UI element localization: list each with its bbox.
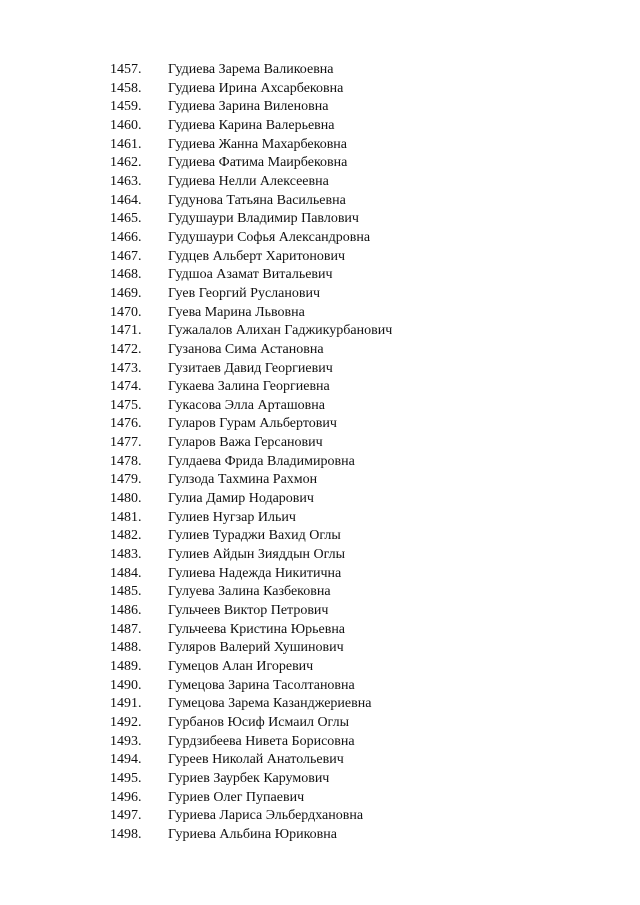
list-item	[0, 677, 640, 696]
numbered-name-list	[0, 61, 640, 845]
item-number: 1475.	[110, 397, 142, 413]
item-number: 1468.	[110, 267, 142, 283]
person-name: Гумецов Алан Игоревич	[168, 659, 314, 674]
person-name: Гумецова Зарема Казанджериевна	[168, 696, 372, 712]
person-name: Гудунова Татьяна Васильевна	[168, 192, 346, 208]
person-name: Гуриева Лариса Эльбердхановна	[168, 808, 364, 824]
item-number: 1495.	[110, 770, 142, 786]
person-name: Гуларов Важа Герсанович	[168, 435, 323, 451]
item-number: 1471.	[110, 323, 142, 339]
item-number: 1493.	[110, 733, 142, 749]
list-item	[0, 136, 640, 155]
item-number: 1494.	[110, 752, 142, 768]
list-item	[0, 471, 640, 490]
item-number: 1498.	[110, 826, 142, 842]
person-name: Гудиева Жанна Махарбековна	[168, 136, 348, 152]
person-name: Гуларов Гурам Альбертович	[168, 416, 337, 432]
item-number: 1469.	[110, 285, 142, 301]
item-number: 1488.	[110, 640, 142, 656]
list-item	[0, 229, 640, 248]
item-number: 1481.	[110, 509, 142, 525]
item-number: 1479.	[110, 472, 142, 488]
list-item	[0, 453, 640, 472]
item-number: 1458.	[110, 80, 142, 96]
item-number: 1478.	[110, 453, 142, 469]
person-name: Гуева Марина Львовна	[168, 304, 305, 320]
list-item	[0, 266, 640, 285]
person-name: Гужалалов Алихан Гаджикурбанович	[168, 323, 393, 339]
person-name: Гузанова Сима Астановна	[168, 341, 324, 357]
item-number: 1463.	[110, 173, 142, 189]
person-name: Гудиева Ирина Ахсарбековна	[168, 80, 344, 96]
list-item	[0, 509, 640, 528]
list-item	[0, 490, 640, 509]
list-item	[0, 304, 640, 323]
list-item	[0, 61, 640, 80]
item-number: 1472.	[110, 341, 142, 357]
person-name: Гуриева Альбина Юриковна	[168, 826, 337, 842]
person-name: Гумецова Зарина Тасолтановна	[168, 677, 355, 693]
person-name: Гуреев Николай Анатольевич	[168, 752, 344, 768]
item-number: 1473.	[110, 360, 142, 376]
list-item	[0, 714, 640, 733]
list-item	[0, 583, 640, 602]
person-name: Гулиева Надежда Никитична	[168, 565, 342, 581]
list-item	[0, 826, 640, 845]
list-item	[0, 285, 640, 304]
item-number: 1496.	[110, 789, 142, 805]
person-name: Гудушаури Софья Александровна	[168, 229, 371, 245]
list-item	[0, 733, 640, 752]
item-number: 1489.	[110, 659, 142, 674]
list-item	[0, 378, 640, 397]
person-name: Гудиева Зарина Виленовна	[168, 99, 329, 115]
list-item	[0, 546, 640, 565]
list-item	[0, 154, 640, 173]
item-number: 1467.	[110, 248, 142, 264]
list-item	[0, 210, 640, 229]
item-number: 1485.	[110, 584, 142, 600]
item-number: 1491.	[110, 696, 142, 712]
person-name: Гулиа Дамир Нодарович	[168, 491, 314, 507]
person-name: Гулуева Залина Казбековна	[168, 584, 331, 600]
list-item	[0, 695, 640, 714]
item-number: 1464.	[110, 192, 142, 208]
item-number: 1460.	[110, 117, 142, 133]
item-number: 1461.	[110, 136, 142, 152]
person-name: Гукасова Элла Арташовна	[168, 397, 325, 413]
person-name: Гудиева Фатима Маирбековна	[168, 155, 348, 171]
person-name: Гулиев Тураджи Вахид Оглы	[168, 528, 341, 544]
item-number: 1477.	[110, 435, 142, 451]
item-number: 1486.	[110, 603, 142, 619]
list-item	[0, 117, 640, 136]
item-number: 1480.	[110, 491, 142, 507]
person-name: Гурбанов Юсиф Исмаил Оглы	[168, 714, 349, 730]
person-name: Гулиев Нугзар Ильич	[168, 509, 296, 525]
item-number: 1487.	[110, 621, 142, 637]
item-number: 1470.	[110, 304, 142, 320]
list-item	[0, 248, 640, 267]
item-number: 1483.	[110, 547, 142, 563]
list-item	[0, 173, 640, 192]
person-name: Гукаева Залина Георгиевна	[168, 379, 330, 395]
person-name: Гудцев Альберт Харитонович	[168, 248, 346, 264]
item-number: 1466.	[110, 229, 142, 245]
person-name: Гурдзибеева Нивета Борисовна	[168, 733, 355, 749]
list-item	[0, 192, 640, 211]
item-number: 1482.	[110, 528, 142, 544]
item-number: 1490.	[110, 677, 142, 693]
person-name: Гудиева Нелли Алексеевна	[168, 173, 329, 189]
person-name: Гуев Георгий Русланович	[168, 285, 321, 301]
item-number: 1459.	[110, 99, 142, 115]
item-number: 1492.	[110, 714, 142, 730]
item-number: 1474.	[110, 379, 142, 395]
list-item	[0, 639, 640, 658]
person-name: Гудиева Карина Валерьевна	[168, 117, 335, 133]
person-name: Гулиев Айдын Зияддын Оглы	[168, 547, 345, 563]
list-item	[0, 602, 640, 621]
list-item	[0, 565, 640, 584]
person-name: Гудшоа Азамат Витальевич	[168, 267, 333, 283]
list-item	[0, 807, 640, 826]
list-item	[0, 80, 640, 99]
list-item	[0, 789, 640, 808]
item-number: 1484.	[110, 565, 142, 581]
person-name: Гуляров Валерий Хушинович	[168, 640, 344, 656]
list-item	[0, 658, 640, 677]
list-item	[0, 397, 640, 416]
person-name: Гузитаев Давид Георгиевич	[168, 360, 333, 376]
list-item	[0, 341, 640, 360]
item-number: 1476.	[110, 416, 142, 432]
item-number: 1497.	[110, 808, 142, 824]
item-number: 1457.	[110, 62, 142, 77]
list-item	[0, 360, 640, 379]
person-name: Гуриев Олег Пупаевич	[168, 789, 305, 805]
person-name: Гуриев Заурбек Карумович	[168, 770, 330, 786]
person-name: Гудиева Зарема Валикоевна	[168, 62, 334, 77]
list-item	[0, 415, 640, 434]
list-item	[0, 434, 640, 453]
list-item	[0, 527, 640, 546]
person-name: Гульчеев Виктор Петрович	[168, 603, 329, 619]
person-name: Гулдаева Фрида Владимировна	[168, 453, 355, 469]
list-item	[0, 98, 640, 117]
person-name: Гульчеева Кристина Юрьевна	[168, 621, 346, 637]
person-name: Гудушаури Владимир Павлович	[168, 211, 359, 227]
person-name: Гулзода Тахмина Рахмон	[168, 472, 318, 488]
list-item	[0, 322, 640, 341]
item-number: 1462.	[110, 155, 142, 171]
item-number: 1465.	[110, 211, 142, 227]
list-item	[0, 621, 640, 640]
list-item	[0, 770, 640, 789]
list-item	[0, 751, 640, 770]
